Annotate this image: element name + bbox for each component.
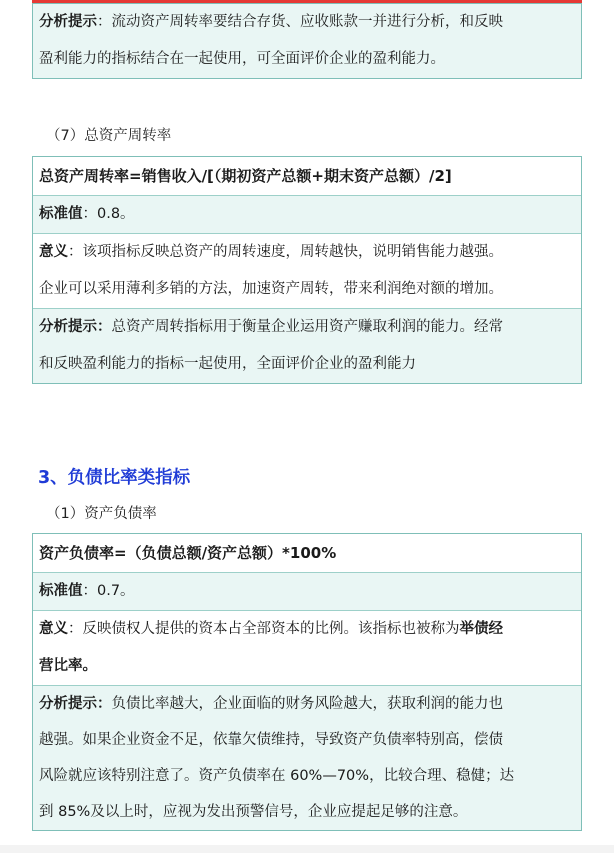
analysis-text: 总资产周转指标用于衡量企业运用资产赚取利润的能力。经常 [111,319,503,335]
analysis-label: 分析提示： [39,696,112,712]
standard-value: ：0.8。 [82,206,135,222]
analysis-line-4: 到 85%及以上时，应视为发出预警信号，企业应提起足够的注意。 [39,804,468,820]
meaning-row [33,233,581,308]
analysis-line-2: 盈利能力的指标结合在一起使用，可全面评价企业的盈利能力。 [39,51,445,67]
analysis-line-1 [39,4,575,41]
meaning-text: ：该项指标反映总资产的周转速度，周转越快，说明销售能力越强。 [68,244,503,260]
indicator-table-asset-liability-ratio [32,533,582,831]
standard-value: ：0.7。 [82,583,135,599]
analysis-line-2: 和反映盈利能力的指标一起使用，全面评价企业的盈利能力 [39,356,416,372]
meaning-line-1 [39,234,575,271]
analysis-line-1 [39,686,575,722]
meaning-text: ：反映债权人提供的资本占全部资本的比例。该指标也被称为 [68,621,460,637]
item-heading-total-asset-turnover: （7）总资产周转率 [46,128,172,144]
analysis-row [33,685,581,830]
meaning-label: 意义 [39,244,68,260]
meaning-bold-term: 举债经 [459,621,503,637]
formula-text: 资产负债率=（负债总额/资产总额）*100% [39,544,337,562]
analysis-row [33,308,581,383]
formula-row [33,534,581,572]
page-bottom-band [0,845,614,853]
analysis-box-current-asset-turnover [32,3,582,79]
item-heading-asset-liability-ratio: （1）资产负债率 [46,506,157,522]
analysis-text: 负债比率越大，企业面临的财务风险越大，获取利润的能力也 [111,696,503,712]
standard-label: 标准值 [39,206,83,222]
meaning-line-2: 营比率。 [39,658,97,674]
analysis-label: 分析提示： [39,319,112,335]
analysis-label: 分析提示 [39,14,97,30]
meaning-line-2: 企业可以采用薄利多销的方法，加速资产周转，带来利润绝对额的增加。 [39,281,503,297]
analysis-line-1 [39,309,575,346]
standard-row [33,195,581,233]
formula-row [33,157,581,195]
standard-row [33,572,581,610]
section-title-debt-ratio: 3、负债比率类指标 [38,468,191,488]
analysis-line-3: 风险就应该特别注意了。资产负债率在 60%—70%，比较合理、稳健；达 [39,768,515,784]
analysis-line-2: 越强。如果企业资金不足，依靠欠债维持，导致资产负债率特别高，偿债 [39,732,503,748]
analysis-row [33,4,581,78]
indicator-table-total-asset-turnover [32,156,582,384]
meaning-line-1 [39,611,575,648]
meaning-label: 意义 [39,621,68,637]
meaning-row [33,610,581,685]
analysis-text: ：流动资产周转率要结合存货、应收账款一并进行分析，和反映 [97,14,503,30]
standard-label: 标准值 [39,583,83,599]
formula-text: 总资产周转率=销售收入/[（期初资产总额+期末资产总额）/2] [39,167,452,185]
